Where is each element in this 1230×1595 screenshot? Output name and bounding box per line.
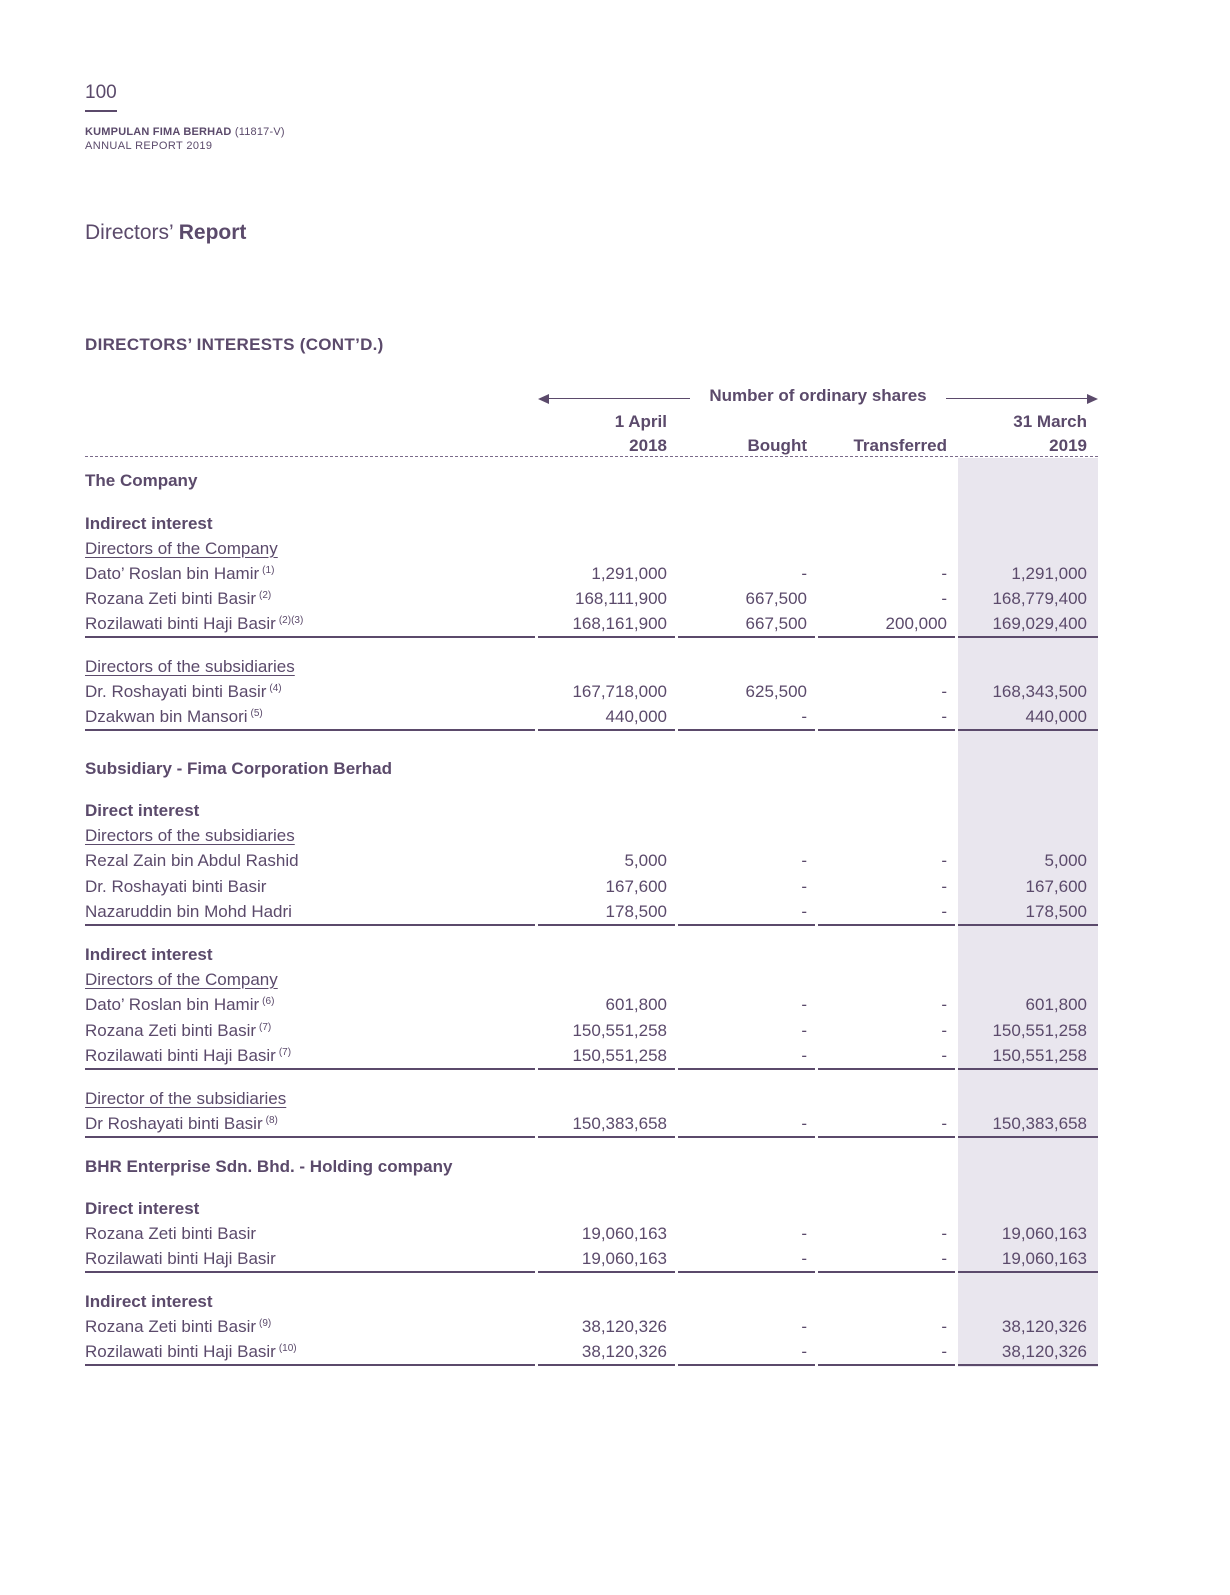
sub-label-direct-interest: Direct interest: [85, 1199, 200, 1218]
cell-bought: -: [801, 564, 807, 583]
sub-label-directors-subsidiaries: Directors of the subsidiaries: [85, 826, 295, 845]
col-header-31-march-2019: [960, 410, 1087, 458]
cell-transferred: -: [941, 564, 947, 583]
cell-1-april-2018: 19,060,163: [581, 1224, 667, 1243]
page-title: [85, 221, 246, 245]
row-name-text: Rozilawati binti Haji Basir: [85, 1046, 276, 1065]
row-name-text: Rozilawati binti Haji Basir: [85, 614, 276, 633]
cell-1-april-2018: 168,161,900: [572, 614, 667, 633]
cell-1-april-2018: 178,500: [605, 902, 667, 921]
row-name-text: Nazaruddin bin Mohd Hadri: [85, 902, 292, 921]
row-name: [85, 707, 263, 727]
cell-bought: 625,500: [745, 682, 807, 701]
arrow-line-right: [946, 398, 1090, 399]
cell-1-april-2018: 19,060,163: [581, 1249, 667, 1268]
cell-1-april-2018: 440,000: [605, 707, 667, 726]
group-label-subsidiary: Subsidiary - Fima Corporation Berhad: [85, 759, 392, 778]
cell-bought: 667,500: [745, 589, 807, 608]
sub-label-indirect-interest: Indirect interest: [85, 514, 213, 533]
group-total-rule: [85, 924, 1098, 926]
cell-31-march-2019: 168,779,400: [992, 589, 1087, 608]
cell-1-april-2018: 601,800: [605, 995, 667, 1014]
sub-label-indirect-interest: Indirect interest: [85, 945, 213, 964]
cell-31-march-2019: 1,291,000: [1011, 564, 1087, 583]
cell-bought: -: [801, 851, 807, 870]
footnote-ref: (8): [265, 1115, 278, 1126]
cell-1-april-2018: 150,383,658: [572, 1114, 667, 1133]
cell-1-april-2018: 150,551,258: [572, 1021, 667, 1040]
cell-bought: -: [801, 707, 807, 726]
footnote-ref: (7): [278, 1047, 292, 1058]
cell-bought: -: [801, 1046, 807, 1065]
group-total-rule: [85, 1271, 1098, 1273]
table-row: [85, 1224, 1098, 1249]
row-name: [85, 1114, 278, 1134]
cell-transferred: -: [941, 1021, 947, 1040]
row-name-text: Rozilawati binti Haji Basir: [85, 1342, 276, 1361]
cell-1-april-2018: 167,718,000: [572, 682, 667, 701]
row-name-text: Dzakwan bin Mansori: [85, 707, 248, 726]
col-header-mar-bottom: 2019: [1049, 436, 1087, 455]
row-name-text: Dr. Roshayati binti Basir: [85, 877, 267, 896]
page-title-light: Directors’: [85, 221, 173, 244]
company-name-text: KUMPULAN FIMA BERHAD: [85, 126, 232, 138]
row-name-text: Dr. Roshayati binti Basir: [85, 682, 267, 701]
row-name: [85, 995, 274, 1015]
sub-label-directors-company: Directors of the Company: [85, 970, 278, 989]
row-name-text: Dato’ Roslan bin Hamir: [85, 995, 260, 1014]
footnote-ref: (2)(3): [278, 615, 304, 626]
row-name: [85, 902, 295, 922]
cell-31-march-2019: 38,120,326: [1001, 1342, 1087, 1361]
cell-1-april-2018: 168,111,900: [574, 589, 667, 608]
col-header-1-april-2018: [540, 410, 667, 458]
cell-transferred: -: [941, 1342, 947, 1361]
table-row: [85, 564, 1098, 589]
group-total-rule: [85, 636, 1098, 638]
cell-transferred: -: [941, 902, 947, 921]
cell-31-march-2019: 150,383,658: [992, 1114, 1087, 1133]
table-row: [85, 682, 1098, 707]
arrow-right-icon: [1087, 394, 1098, 404]
row-name: [85, 1249, 279, 1269]
table-row: [85, 995, 1098, 1020]
row-name: [85, 682, 282, 702]
cell-bought: -: [801, 1249, 807, 1268]
cell-bought: -: [801, 1342, 807, 1361]
row-name-text: Rozana Zeti binti Basir: [85, 1224, 257, 1243]
cell-transferred: -: [941, 707, 947, 726]
cell-31-march-2019: 150,551,258: [992, 1021, 1087, 1040]
col-header-apr-top: 1 April: [614, 412, 667, 431]
cell-transferred: -: [941, 589, 947, 608]
table-row: [85, 1317, 1098, 1342]
cell-1-april-2018: 150,551,258: [572, 1046, 667, 1065]
cell-31-march-2019: 38,120,326: [1001, 1317, 1087, 1336]
table-row: [85, 589, 1098, 614]
cell-31-march-2019: 167,600: [1025, 877, 1087, 896]
cell-31-march-2019: 178,500: [1025, 902, 1087, 921]
section-title: DIRECTORS’ INTERESTS (CONT’D.): [85, 335, 384, 354]
row-name-text: Dato’ Roslan bin Hamir: [85, 564, 260, 583]
cell-31-march-2019: 19,060,163: [1001, 1224, 1087, 1243]
group-total-rule: [85, 1136, 1098, 1138]
cell-bought: -: [801, 902, 807, 921]
cell-transferred: -: [941, 1317, 947, 1336]
header-divider: [85, 456, 1098, 457]
col-header-bought: Bought: [747, 436, 807, 455]
span-header: Number of ordinary shares: [709, 386, 927, 405]
cell-bought: -: [801, 877, 807, 896]
sub-label-director-subsidiaries: Director of the subsidiaries: [85, 1089, 287, 1108]
col-header-apr-bottom: 2018: [629, 436, 667, 455]
row-name: [85, 851, 302, 871]
footnote-ref: (2): [259, 590, 272, 601]
col-header-mar-top: 31 March: [1013, 412, 1087, 431]
table-row: [85, 851, 1098, 876]
cell-transferred: -: [941, 995, 947, 1014]
sub-label-indirect-interest: Indirect interest: [85, 1292, 213, 1311]
report-name: ANNUAL REPORT 2019: [85, 140, 213, 152]
cell-31-march-2019: 169,029,400: [992, 614, 1087, 633]
col-header-transferred: Transferred: [853, 436, 947, 455]
row-name-text: Rozana Zeti binti Basir: [85, 1317, 257, 1336]
row-name: [85, 1342, 297, 1362]
row-name-text: Rozilawati binti Haji Basir: [85, 1249, 276, 1268]
sub-label-direct-interest: Direct interest: [85, 801, 200, 820]
cell-transferred: -: [941, 682, 947, 701]
cell-1-april-2018: 167,600: [605, 877, 667, 896]
cell-transferred: -: [941, 851, 947, 870]
company-reg: (11817-V): [234, 126, 285, 138]
row-name-text: Rezal Zain bin Abdul Rashid: [85, 851, 299, 870]
table-row: [85, 877, 1098, 902]
row-name: [85, 1224, 259, 1244]
table-row: [85, 1021, 1098, 1046]
cell-bought: -: [801, 1021, 807, 1040]
footnote-ref: (6): [262, 996, 275, 1007]
row-name: [85, 1021, 271, 1041]
page-number-rule: [85, 110, 117, 112]
cell-31-march-2019: 440,000: [1025, 707, 1087, 726]
footnote-ref: (10): [278, 1343, 297, 1354]
footnote-ref: (9): [259, 1318, 272, 1329]
cell-transferred: -: [941, 1046, 947, 1065]
cell-bought: -: [801, 1114, 807, 1133]
cell-bought: 667,500: [745, 614, 807, 633]
cell-transferred: -: [941, 877, 947, 896]
row-name: [85, 1046, 291, 1066]
group-label-holding-company: BHR Enterprise Sdn. Bhd. - Holding company: [85, 1157, 453, 1176]
cell-bought: -: [801, 995, 807, 1014]
cell-31-march-2019: 168,343,500: [992, 682, 1087, 701]
row-name-text: Dr Roshayati binti Basir: [85, 1114, 263, 1133]
arrow-left-icon: [538, 394, 549, 404]
cell-bought: -: [801, 1224, 807, 1243]
cell-31-march-2019: 150,551,258: [992, 1046, 1087, 1065]
group-total-rule: [85, 1364, 1098, 1366]
group-total-rule: [85, 729, 1098, 731]
footnote-ref: (1): [262, 565, 275, 576]
cell-transferred: -: [941, 1249, 947, 1268]
cell-1-april-2018: 5,000: [624, 851, 667, 870]
footnote-ref: (5): [250, 708, 263, 719]
sub-label-directors-subsidiaries: Directors of the subsidiaries: [85, 657, 295, 676]
page-title-bold: Report: [178, 221, 247, 244]
arrow-line-left: [545, 398, 690, 399]
cell-transferred: -: [941, 1224, 947, 1243]
footnote-ref: (4): [269, 683, 282, 694]
cell-bought: -: [801, 1317, 807, 1336]
row-name-text: Rozana Zeti binti Basir: [85, 589, 257, 608]
row-name: [85, 877, 269, 897]
group-total-rule: [85, 1068, 1098, 1070]
group-label-the-company: The Company: [85, 471, 198, 490]
company-name: [85, 126, 285, 138]
row-name: [85, 614, 303, 634]
cell-transferred: 200,000: [885, 614, 947, 633]
cell-31-march-2019: 19,060,163: [1001, 1249, 1087, 1268]
row-name: [85, 564, 274, 584]
cell-1-april-2018: 38,120,326: [581, 1317, 667, 1336]
row-name: [85, 589, 271, 609]
cell-31-march-2019: 601,800: [1025, 995, 1087, 1014]
row-name-text: Rozana Zeti binti Basir: [85, 1021, 257, 1040]
page-number: 100: [85, 82, 117, 103]
sub-label-directors-company: Directors of the Company: [85, 539, 278, 558]
cell-transferred: -: [941, 1114, 947, 1133]
row-name: [85, 1317, 271, 1337]
cell-31-march-2019: 5,000: [1044, 851, 1087, 870]
footnote-ref: (7): [259, 1022, 272, 1033]
cell-1-april-2018: 1,291,000: [591, 564, 667, 583]
cell-1-april-2018: 38,120,326: [581, 1342, 667, 1361]
